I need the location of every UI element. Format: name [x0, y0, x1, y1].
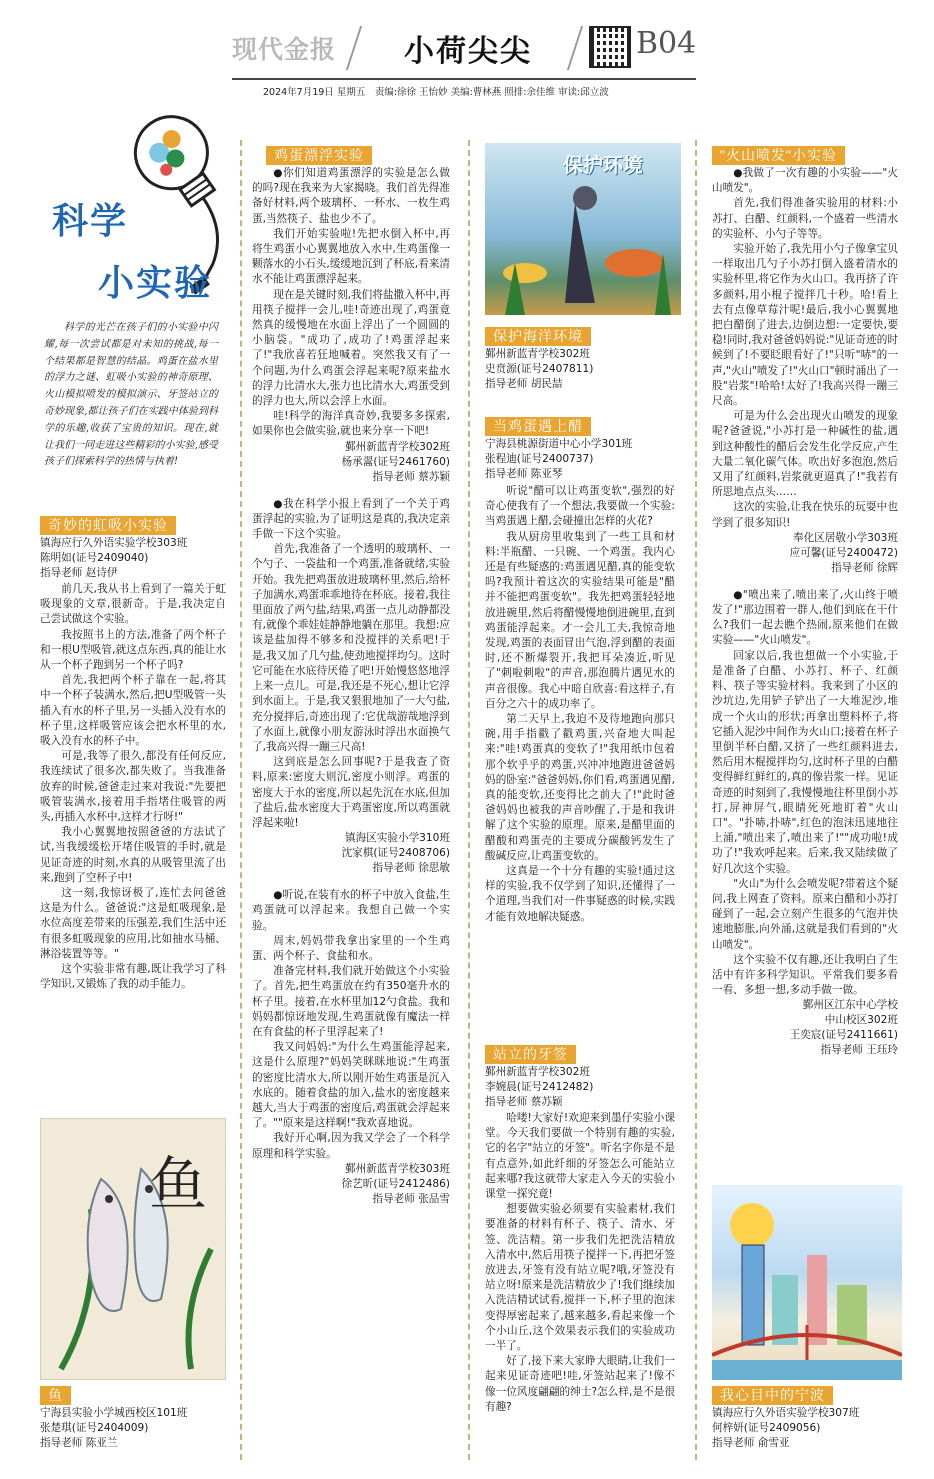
article-tag-siphon [40, 515, 176, 535]
byline [485, 437, 632, 482]
paragraph: 我按照书上的方法,准备了两个杯子和一根U型吸管,就这点东西,真的能让水从一个杯子跑到另一个杯子吗? [40, 628, 226, 672]
article-tag-egg [266, 145, 372, 165]
article-tag-volcano [712, 145, 845, 165]
tag-label: 站立的牙签 [485, 1045, 576, 1064]
tag-label: "火山喷发"小实验 [712, 146, 845, 165]
author: 陈明如(证号2409040) [40, 552, 149, 564]
paragraph: 听说"醋可以让鸡蛋变软",强烈的好奇心使我有了一个想法,我要做一个实验:当鸡蛋遇上醋,会碰撞出怎样的火花? [485, 485, 675, 528]
paragraph: 我又问妈妈:"为什么生鸡蛋能浮起来,这是什么原理?"妈妈笑眯眯地说:"生鸡蛋的密度比清水大,所以刚开始生鸡蛋是沉入水底的。随着食盐的加入,盐水的密度越来越大,当大于鸡蛋的密度后,鸡蛋就会浮起来了。""原来是这样啊!"我欢喜地说。 [252, 1041, 450, 1130]
school: 鄞州区江东中心学校 [802, 999, 898, 1012]
school: 宁海县桃源街道中心小学301班 [485, 438, 633, 450]
author: 史贲源(证号2407811) [485, 363, 594, 375]
school: 镇海区实验小学310班 [345, 832, 450, 845]
article-body-vinegar [485, 484, 675, 925]
feature-title-line2: 小实验 [98, 262, 213, 304]
paragraph: 前几天,我从书上看到了一篇关于虹吸现象的文章,很新奇。于是,我决定自己尝试做这个实验。 [40, 583, 226, 626]
paragraph: 这一刻,我惊讶极了,连忙去问爸爸这是为什么。爸爸说:"这是虹吸现象,是水位高度差带来的压强差,我们生活中还有很多虹吸现象的应用,比如抽水马桶、淋浴装置等等。" [40, 887, 226, 960]
school: 鄞州新蓝青学校303班 [345, 1162, 450, 1175]
artwork-tag-fish [40, 1385, 71, 1405]
artwork-banner-text: 保护环境 [563, 153, 643, 177]
school: 镇海应行久外语实验学校307班 [712, 1407, 860, 1419]
masthead-divider [346, 26, 362, 70]
teacher: 指导老师 张品雪 [372, 1192, 450, 1205]
feature-title-line1: 科学 [52, 200, 129, 242]
teacher: 指导老师 赵诗伊 [40, 567, 118, 579]
signature [252, 440, 450, 485]
teacher: 指导老师 胡民喆 [485, 378, 563, 390]
author: 李婉晨(证号2412482) [485, 1081, 594, 1093]
paragraph: 回家以后,我也想做一个小实验,于是准备了白醋、小苏打、杯子、红颜料、筷子等实验材料。我来到了小区的沙坑边,先用铲子铲出了一大堆泥沙,堆成一个火山的形状;再拿出塑料杯子,将它插入泥沙中间作为火山口;接着在杯子里倒半杯白醋,又挤了一些红颜料进去,然后用木棍搅拌均匀,这时杯子里的白醋变得鲜红鲜红的,真的像岩浆一样。见证奇迹的时刻到了,我慢慢地往杯里倒小苏打,屏神屏气,眼睛死死地盯着"火山口"。"扑哧,扑哧",红色的泡沫迅速地往上涌,"喷出来了,喷出来了!""成功啦!成功了!"我欢呼起来。后来,我又陆续做了好几次这个实验。 [712, 649, 898, 875]
paragraph: 首先,我把两个杯子靠在一起,将其中一个杯子装满水,然后,把U型吸管一头插入有水的杯子里,另一头插入没有水的杯子里,这样吸管应该会把水杯里的水,吸入没有水的杯子中。 [40, 674, 226, 748]
signature [252, 1162, 450, 1207]
teacher: 指导老师 陈亚兰 [40, 1437, 118, 1449]
newspaper-name: 现代金报 [232, 35, 337, 64]
signature [712, 998, 898, 1058]
class: 中山校区302班 [824, 1014, 898, 1027]
paragraph: 我们开始实验啦!先把水倒入杯中,再将生鸡蛋小心翼翼地放入水中,生鸡蛋像一颗落水的小石头,缓缓地沉到了杯底,看来清水不能让鸡蛋漂浮起来。 [252, 227, 450, 286]
section-title: 小荷尖尖 [404, 34, 532, 69]
paragraph: 实验开始了,我先用小勺子像拿宝贝一样取出几勺子小苏打倒入盛着清水的实验杯里,将它作为火山口。我再挤了许多颜料,用小棍子搅拌几十秒。哈!看上去有点像草莓汁呢!最后,我小心翼翼地把白醋倒了进去,边倒边想:一定要快,要稳!同时,我对爸爸妈妈说:"见证奇迹的时候到了!不要眨眼看好了!"只听"哧"的一声,"火山"喷发了!"火山口"顿时涌出了一股"岩浆"!哈哈!太好了!我高兴得一蹦三尺高。 [712, 243, 899, 408]
paragraph: 准备完材料,我们就开始做这个小实验了。首先,把生鸡蛋放在约有350毫升水的杯子里。接着,在水杯里加12勺食盐。我和妈妈都惊讶地发现,生鸡蛋就像有魔法一样在有食盐的杯子里浮起来了! [252, 965, 450, 1038]
intro-text: 科学的光芒在孩子们的小实验中闪耀,每一次尝试都是对未知的挑战,每一个结果都是智慧的结晶。鸡蛋在盐水里的浮力之谜、虹吸小实验的神奇原理、火山模拟喷发的模拟演示、牙签站立的奇妙现象,都让孩子们在实践中体验到科学的乐趣,收获了宝贵的知识。现在,就让我们一同走进这些精彩的小实验,感受孩子们探索科学的热情与执着! [44, 322, 218, 468]
ningbo-drawing-image [712, 1185, 902, 1380]
masthead-divider [567, 26, 583, 70]
school: 奉化区居敬小学303班 [793, 531, 898, 544]
byline [485, 1065, 593, 1110]
school: 鄞州新蓝青学校302班 [485, 1066, 590, 1078]
article-tag-toothpick [485, 1044, 576, 1064]
byline [40, 536, 187, 581]
artwork-fish [40, 1118, 226, 1380]
paragraph: 现在是关键时刻,我们将盐撒入杯中,再用筷子搅拌一会儿,哇!奇迹出现了,鸡蛋竟然真的缓慢地在水面上浮出了一个圆圆的小脑袋。"成功了,成功了!鸡蛋浮起来了!"我欣喜若狂地喊着。突然我又有了一个问题,为什么鸡蛋会浮起来呢?原来盐水的浮力比清水大,张力也比清水大,鸡蛋受到的浮力也大,所以会浮上水面。 [252, 288, 450, 408]
author: 应可馨(证号2400472) [789, 546, 898, 559]
paragraph: ●"喷出来了,喷出来了,火山终于喷发了!"那边围着一群人,他们到底在干什么?我们一起去瞧个热闹,原来他们在做实验——"火山喷发"。 [712, 588, 898, 647]
artwork-ningbo [712, 1185, 902, 1380]
author: 王奕宸(证号2411661) [789, 1029, 898, 1042]
signature [712, 531, 898, 576]
feature-intro [44, 320, 218, 471]
paragraph: ●我在科学小报上看到了一个关于鸡蛋浮起的实验,为了证明这是真的,我决定亲手做一下这个实验。 [252, 497, 450, 541]
paragraph: ●你们知道鸡蛋漂浮的实验是怎么做的吗?现在我来为大家揭晓。我们首先得准备好材料,两个玻璃杯、一杯水、一枚生鸡蛋,当然筷子、盐也少不了。 [252, 167, 450, 225]
article-body-toothpick [485, 1111, 675, 1415]
tag-label: 我心目中的宁波 [712, 1386, 833, 1405]
paragraph: 这次的实验,让我在快乐的玩耍中也学到了很多知识! [712, 501, 898, 529]
article-body-egg [252, 166, 450, 1207]
artwork-calligraphy: 鱼 [149, 1150, 208, 1218]
artwork-byline [485, 347, 593, 392]
artwork-ocean [485, 143, 681, 315]
author: 徐艺昕(证号2412486) [341, 1177, 450, 1190]
paragraph: 周末,妈妈带我拿出家里的一个生鸡蛋、两个杯子、食盐和水。 [252, 934, 450, 962]
school: 鄞州新蓝青学校302班 [485, 348, 590, 360]
paragraph: 这到底是怎么回事呢?于是我查了资料,原来:密度大则沉,密度小则浮。鸡蛋的密度大于水的密度,所以起先沉在水底,但加了盐后,盐水密度大于鸡蛋密度,所以鸡蛋就浮起来啦! [252, 756, 450, 829]
feature-title-block [30, 95, 240, 315]
paragraph: ●听说,在装有水的杯子中放入食盐,生鸡蛋就可以浮起来。我想自己做一个实验。 [252, 889, 450, 932]
teacher: 指导老师 徐思敏 [372, 862, 450, 875]
author: 张楚琪(证号2404009) [40, 1422, 149, 1434]
paragraph: 这个实验非常有趣,既让我学习了科学知识,又锻炼了我的动手能力。 [40, 963, 226, 991]
author: 沈家棋(证号2408706) [341, 847, 450, 860]
artwork-byline [712, 1406, 859, 1451]
artwork-tag-ocean [485, 326, 591, 346]
article-tag-vinegar [485, 416, 591, 436]
paragraph: 好了,接下来大家睁大眼睛,让我们一起来见证奇迹吧!哇,牙签站起来了!像不像一位风度翩翩的绅士?怎么样,是不是很有趣? [485, 1355, 675, 1413]
tag-label: 当鸡蛋遇上醋 [485, 417, 591, 436]
school: 镇海应行久外语实验学校303班 [40, 537, 188, 549]
author: 张程迪(证号2400737) [485, 453, 594, 465]
paragraph: 首先,我准备了一个透明的玻璃杯、一个勺子、一袋盐和一个鸡蛋,准备就绪,实验开始。我先把鸡蛋放进玻璃杯里,然后,给杯子加满水,鸡蛋乖乖地待在杯底。接着,我往里面放了两勺盐,结果,鸡蛋一点儿动静都没有,就像个乖娃娃静静地躺在那里。我想:应该是盐加得不够多和没搅拌的关系吧!于是,我又加了几勺盐,使劲地搅拌均匀。这时它可能在水底待厌倦了吧!开始慢悠悠地浮上来一点儿。可是,我还是不死心,想让它浮到水面上。于是,我又狠狠地加了一大勺盐,充分搅拌后,奇迹出现了:它优哉游哉地浮到了水面上,就像小朋友游泳时浮出水面换气了,我高兴得一蹦三尺高! [252, 543, 450, 753]
tag-label: 保护海洋环境 [485, 327, 591, 346]
teacher: 指导老师 蔡苏颖 [372, 470, 450, 483]
teacher: 指导老师 徐辉 [831, 561, 898, 574]
tag-label: 奇妙的虹吸小实验 [40, 516, 176, 535]
school: 鄞州新蓝青学校302班 [345, 440, 450, 453]
paragraph: 可是,我等了很久,都没有任何反应,我连续试了很多次,都失败了。当我准备放弃的时候,爸爸走过来对我说:"先要把吸管装满水,接着用手指堵住吸管的两头,再插入水杯中,这样才行呀!" [40, 750, 226, 824]
teacher: 指导老师 王珏玲 [820, 1044, 898, 1057]
school: 宁海县实验小学城西校区101班 [40, 1407, 188, 1419]
issue-meta: 2024年7月19日 星期五 责编:徐徐 王怡妙 美编:曹林燕 照排:余佳维 审读:邱立波 [263, 87, 609, 98]
paragraph: 这真是一个十分有趣的实验!通过这样的实验,我不仅学到了知识,还懂得了一个道理,当我们对一件事疑惑的时候,实践才能有效地解决疑惑。 [485, 865, 675, 923]
tag-label: 鱼 [40, 1386, 71, 1405]
paragraph: 想要做实验必须要有实验素材,我们要准备的材料有杯子、筷子、清水、牙签、洗洁精。第一步我们先把洗洁精放入清水中,然后用筷子搅拌一下,再把牙签放进去,牙签有没有站立呢?哦,牙签没有站立呀!原来是洗洁精放少了!我们继续加入洗洁精试试看,搅拌一下,杯子里的泡沫变得厚密起来了,越来越多,看起来像一个个小山丘,这个效果表示我们的实验成功一半了。 [485, 1203, 675, 1353]
column-divider [240, 140, 242, 1460]
paragraph: 哈喽!大家好!欢迎来到墨仔实验小课堂。今天我们要做一个特别有趣的实验,它的名字"站立的牙签"。听名字你是不是有点意外,如此纤细的牙签怎么可能站立起来哪?我这就带大家走入今天的实验小课堂一探究竟! [485, 1112, 675, 1201]
teacher: 指导老师 蔡苏颖 [485, 1096, 563, 1108]
column-divider [695, 140, 697, 1460]
paragraph: 我从厨房里收集到了一些工具和材料:半瓶醋、一只碗、一个鸡蛋。我内心还是有些疑惑的:鸡蛋遇见醋,真的能变软吗?我预计着这次的实验结果可能是"醋并不能把鸡蛋变软"。我先把鸡蛋轻轻地放进碗里,然后将醋慢慢地倒进碗里,直到鸡蛋能浮起来。才一会儿工夫,我惊奇地发现,鸡蛋的表面冒出气泡,浮到醋的表面时,还不断爆裂开,我把耳朵凑近,听见了"刺啦刺啦"的声音,那泡腾片遇见水的声音很像。我心中暗自欣喜:看这样子,有百分之六十的成功率了。 [485, 530, 675, 710]
teacher: 指导老师 陈亚琴 [485, 468, 563, 480]
tag-label: 鸡蛋漂浮实验 [266, 146, 372, 165]
paragraph: ●我做了一次有趣的小实验——"火山喷发"。 [712, 167, 898, 195]
article-body-siphon [40, 582, 226, 992]
signature [252, 831, 450, 876]
paragraph: 我好开心啊,因为我又学会了一个科学原理和科学实验。 [252, 1132, 450, 1160]
paragraph: 首先,我们得准备实验用的材料:小苏打、白醋、红颜料,一个盛着一些清水的实验杯、小勺子等等。 [712, 197, 898, 240]
artwork-byline [40, 1406, 187, 1451]
teacher: 指导老师 俞雪亚 [712, 1437, 790, 1449]
paragraph: "火山"为什么会喷发呢?带着这个疑问,我上网查了资料。原来白醋和小苏打碰到了一起,会立刻产生很多的气泡并快速地膨胀,向外涌,这就是我们看到的"火山喷发"。 [712, 877, 898, 951]
paragraph: 我小心翼翼地按照爸爸的方法试了试,当我缓缓松开堵住吸管的手时,就是见证奇迹的时刻,水真的从吸管里流了出来,跑到了空杯子中! [40, 826, 226, 884]
paragraph: 第二天早上,我迫不及待地跑向那只碗,用手指戳了戳鸡蛋,兴奋地大叫起来:"哇!鸡蛋真的变软了!"我用纸巾包着那个软乎乎的鸡蛋,兴冲冲地跑进爸爸妈妈的卧室:"爸爸妈妈,你们看,鸡蛋遇见醋,真的能变软,还变得比之前大了!"此时爸爸妈妈也被我的声音吵醒了,于是和我讲解了这个实验的原理。原来,是醋里面的醋酸和鸡蛋壳的主要成分碳酸钙发生了酸碱反应,让鸡蛋变软的。 [485, 713, 675, 862]
column-divider [468, 140, 470, 1460]
qr-code-icon [589, 26, 631, 68]
artwork-tag-ningbo [712, 1385, 833, 1405]
paragraph: 可是为什么会出现火山喷发的现象呢?爸爸说,"小苏打是一种碱性的盐,遇到这种酸性的醋后会发生化学反应,产生大量二氧化碳气体。吹出好多泡泡,然后又用了红颜料,岩浆就更逼真了!"我若有所思地点点头…… [712, 410, 898, 499]
paragraph: 哇!科学的海洋真奇妙,我要多多探索,如果你也会做实验,就也来分享一下吧! [252, 410, 450, 438]
paragraph: 这个实验不仅有趣,还让我明白了生活中有许多科学知识。平常我们要多看一看、多想一想,多动手做一做。 [712, 953, 898, 997]
author: 何梓妍(证号2409056) [712, 1422, 821, 1434]
masthead [0, 0, 934, 100]
article-body-volcano [712, 166, 898, 1058]
masthead-rule [232, 78, 696, 80]
author: 杨承翯(证号2461760) [341, 455, 450, 468]
page-number: B04 [636, 26, 697, 61]
